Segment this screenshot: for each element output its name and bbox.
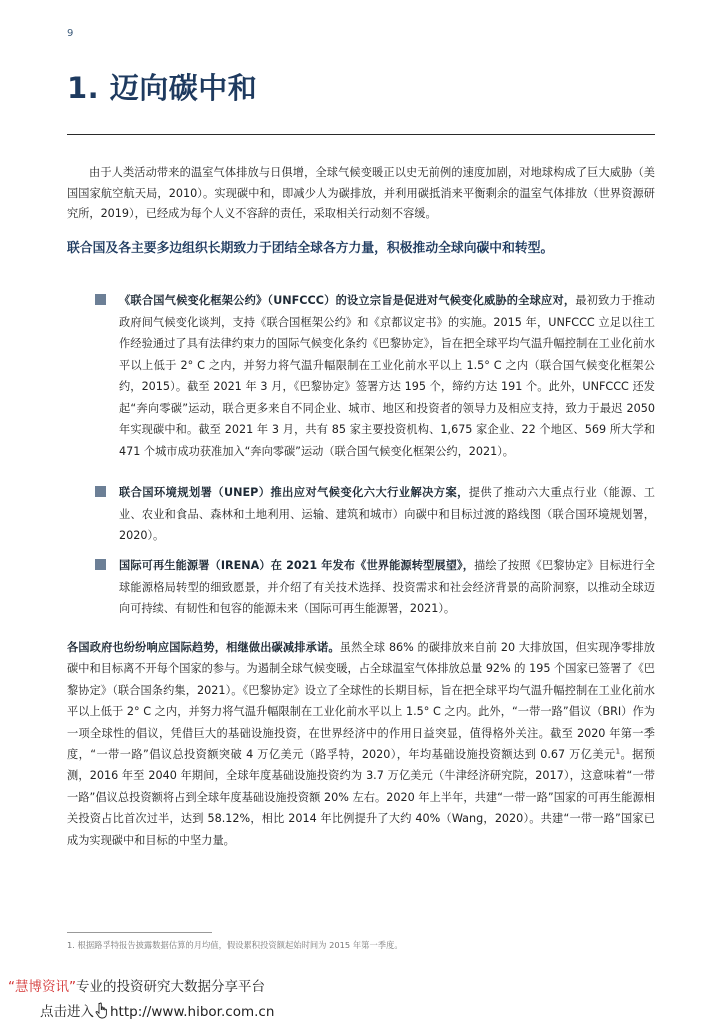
government-paragraph xyxy=(67,637,655,851)
bullet-irena xyxy=(67,555,655,620)
hand-cursor-icon xyxy=(95,1002,109,1023)
watermark-prefix: 点击进入 xyxy=(40,1004,94,1020)
page-number: 9 xyxy=(67,28,74,39)
page-title: 1. 迈向碳中和 xyxy=(67,71,258,105)
footnote-marker[interactable]: 1 xyxy=(615,747,621,756)
watermark-url[interactable]: http://www.hibor.com.cn xyxy=(110,1004,275,1020)
watermark-brand: “慧博资讯” xyxy=(8,979,76,995)
bullet-lead: 《联合国气候变化框架公约》（UNFCCC）的设立宗旨是促进对气候变化威胁的全球应对， xyxy=(119,294,576,307)
bullet-body: 最初致力于推动政府间气候变化谈判，支持《联合国框架公约》和《京都议定书》的实施。2015 年，UNFCCC 立足以往工作经验通过了具有法律约束力的国际气候变化条约《巴黎协定》，旨在把全球平均气温升幅控制在工业化前水平以上低于 2° C 之内，并努力将气温升幅限制在工业化前水平以上 1.5° C 之内（联合国气候变化框架公约，2015）。截至 2021 年 3 月，《巴黎协定》签署方达 195 个，缔约方达 191 个。此外，UNFCCC 还发起“奔向零碳”运动，联合更多来自不同企业、城市、地区和投资者的领导力及相应支持，致力于最迟 2050 年实现碳中和。截至 2021 年 3 月，共有 85 家主要投资机构、1,675 家企业、22 个地区、569 所大学和 471 个城市成功获准加入“奔向零碳”运动（联合国气候变化框架公约，2021）。 xyxy=(119,294,655,458)
square-bullet-icon xyxy=(95,294,106,305)
bullet-text xyxy=(119,290,655,462)
bullet-body: 描绘了按照《巴黎协定》目标进行全球能源格局转型的细致愿景，并介绍了有关技术选择、投资需求和社会经济背景的高阶洞察，以推动全球迈向可持续、有韧性和包容的能源未来（国际可再生能源署，2021）。 xyxy=(119,559,655,615)
bullet-unep xyxy=(67,482,655,547)
footnote: 1. 根据路孚特报告披露数据估算的月均值，假设累积投资额起始时间为 2015 年第一季度。 xyxy=(67,940,403,950)
bullet-unfccc xyxy=(67,290,655,462)
watermark-link-line[interactable] xyxy=(40,1000,274,1023)
section-heading: 联合国及各主要多边组织长期致力于团结全球各方力量，积极推动全球向碳中和转型。 xyxy=(67,241,554,256)
title-divider xyxy=(67,134,655,135)
bullet-body: 提供了推动六大重点行业（能源、工业、农业和食品、森林和土地利用、运输、建筑和城市）向碳中和目标过渡的路线图（联合国环境规划署，2020）。 xyxy=(119,486,655,542)
bullet-text xyxy=(119,482,655,547)
bullet-lead: 国际可再生能源署（IRENA）在 2021 年发布《世界能源转型展望》， xyxy=(119,559,475,572)
square-bullet-icon xyxy=(95,486,106,497)
government-body-2: 。据预测，2016 年至 2040 年期间，全球年度基础设施投资约为 3.7 万亿美元（牛津经济研究院，2017），这意味着“一带一路”倡议总投资额将占到全球年度基础设施投资额 20% 左右。2020 年上半年，共建“一带一路”国家的可再生能源相关投资占比首次过半，达到 58.12%，相比 2014 年比例提升了大约 40%（Wang，2020）。共建“一带一路”国家已成为实现碳中和目标的中坚力量。 xyxy=(67,748,655,847)
square-bullet-icon xyxy=(95,559,106,570)
intro-paragraph: 由于人类活动带来的温室气体排放与日俱增，全球气候变暖正以史无前例的速度加剧，对地球构成了巨大威胁（美国国家航空航天局，2010）。实现碳中和，即减少人为碳排放，并利用碳抵消来平衡剩余的温室气体排放（世界资源研究所，2019），已经成为每个人义不容辞的责任，采取相关行动刻不容缓。 xyxy=(67,166,655,221)
footnote-divider xyxy=(67,932,212,933)
bullet-lead: 联合国环境规划署（UNEP）推出应对气候变化六大行业解决方案， xyxy=(119,486,469,499)
bullet-text xyxy=(119,555,655,620)
government-body-1: 虽然全球 86% 的碳排放来自前 20 大排放国，但实现净零排放碳中和目标离不开每个国家的参与。为遏制全球气候变暖，占全球温室气体排放总量 92% 的 195 个国家已签署了《巴黎协定》（联合国条约集，2021）。《巴黎协定》设立了全球性的长期目标，旨在把全球平均气温升幅控制在工业化前水平以上低于 2° C 之内，并努力将气温升幅限制在工业化前水平以上 1.5° C 之内。此外，“一带一路”倡议（BRI）作为一项全球性的倡议，凭借巨大的基础设施投资，在世界经济中的作用日益突显，值得格外关注。截至 2020 年第一季度，“一带一路”倡议总投资额突破 4 万亿美元（路孚特，2020），年均基础设施投资额达到 0.67 万亿美元 xyxy=(67,641,655,762)
government-lead: 各国政府也纷纷响应国际趋势，相继做出碳减排承诺。 xyxy=(67,641,340,654)
watermark-slogan: 专业的投资研究大数据分享平台 xyxy=(76,979,265,995)
watermark-line xyxy=(8,975,265,995)
